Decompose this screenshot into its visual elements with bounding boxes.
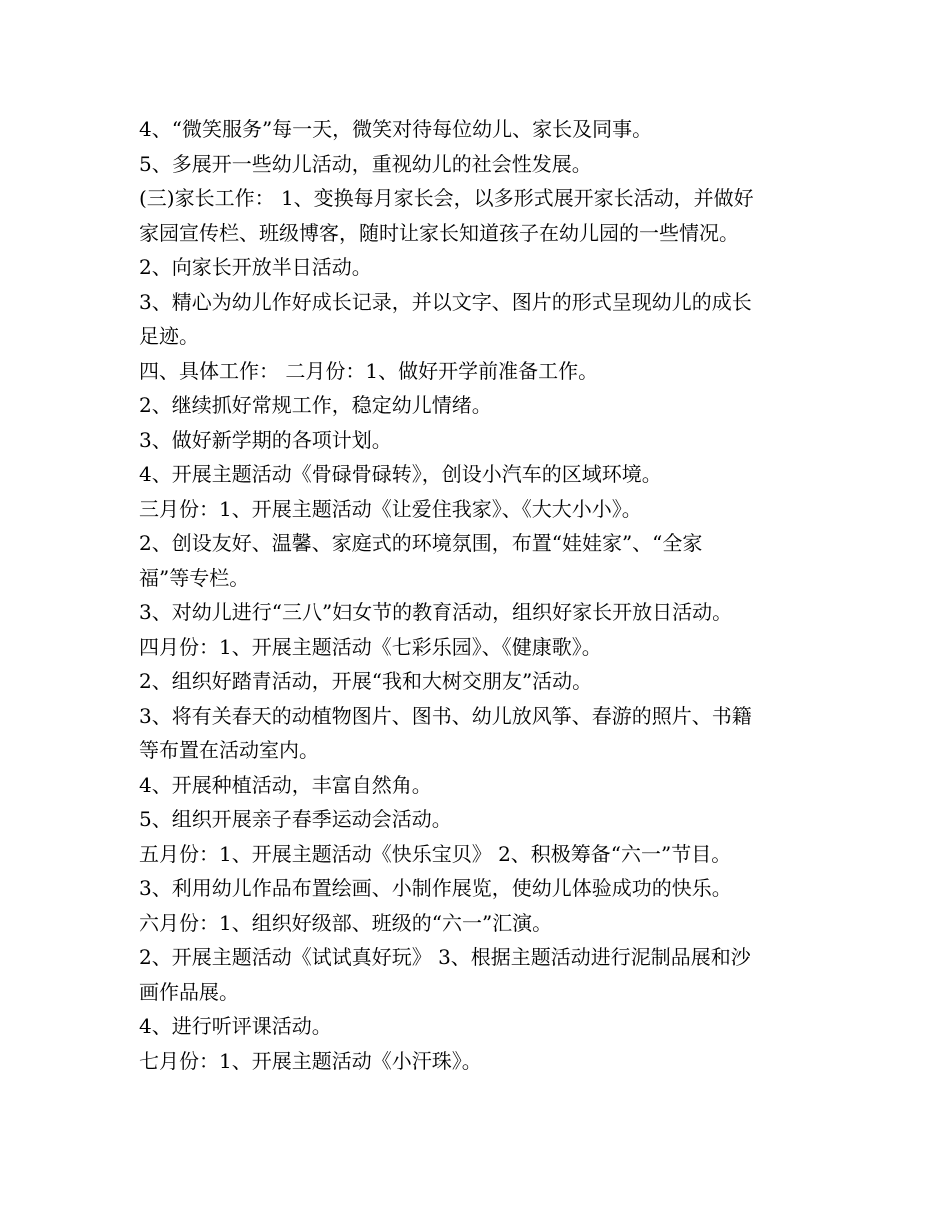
text-line: 2、组织好踏青活动，开展“我和大树交朋友”活动。	[139, 669, 593, 693]
text-line: 六月份：1、组织好级部、班级的“六一”汇演。	[139, 910, 553, 935]
text-line: 4、开展种植活动，丰富自然角。	[139, 772, 432, 797]
text-line: 五月份：1、开展主题活动《快乐宝贝》 2、积极筹备“六一”节目。	[139, 841, 732, 866]
text-line: 七月份：1、开展主题活动《小汗珠》。	[139, 1048, 482, 1073]
text-line: 2、继续抓好常规工作，稳定幼儿情绪。	[139, 393, 492, 417]
text-line: 3、对幼儿进行“三八”妇女节的教育活动，组织好家长开放日活动。	[139, 600, 733, 624]
text-line: 5、多展开一些幼儿活动，重视幼儿的社会性发展。	[139, 151, 592, 176]
text-line: 3、将有关春天的动植物图片、图书、幼儿放风筝、春游的照片、书籍	[139, 703, 752, 728]
text-line: 三月份：1、开展主题活动《让爱住我家》、《大大小小》。	[139, 496, 642, 521]
text-line: 四月份：1、开展主题活动《七彩乐园》、《健康歌》。	[139, 634, 602, 659]
text-line: 3、利用幼儿作品布置绘画、小制作展览，使幼儿体验成功的快乐。	[139, 876, 732, 900]
text-line: (三)家长工作： 1、变换每月家长会，以多形式展开家长活动，并做好	[139, 186, 754, 210]
text-line: 5、组织开展亲子春季运动会活动。	[139, 807, 452, 831]
text-line: 等布置在活动室内。	[139, 738, 319, 762]
text-line: 家园宣传栏、班级博客，随时让家长知道孩子在幼儿园的一些情况。	[139, 220, 739, 245]
text-line: 4、“微笑服务”每一天，微笑对待每位幼儿、家长及同事。	[139, 117, 653, 141]
text-line: 3、精心为幼儿作好成长记录，并以文字、图片的形式呈现幼儿的成长	[139, 289, 752, 314]
text-line: 福”等专栏。	[139, 565, 250, 590]
text-line: 2、向家长开放半日活动。	[139, 255, 372, 279]
text-line: 4、开展主题活动《骨碌骨碌转》，创设小汽车的区域环境。	[139, 462, 662, 486]
text-line: 2、开展主题活动《试试真好玩》 3、根据主题活动进行泥制品展和沙	[139, 945, 751, 969]
text-line: 2、创设友好、温馨、家庭式的环境氛围，布置“娃娃家”、“全家	[139, 531, 703, 555]
document-body	[139, 112, 819, 1078]
text-line: 足迹。	[139, 324, 199, 348]
text-line: 四、具体工作： 二月份：1、做好开学前准备工作。	[139, 358, 599, 383]
text-line: 3、做好新学期的各项计划。	[139, 427, 392, 452]
text-line: 4、进行听评课活动。	[139, 1014, 332, 1038]
text-line: 画作品展。	[139, 979, 239, 1004]
